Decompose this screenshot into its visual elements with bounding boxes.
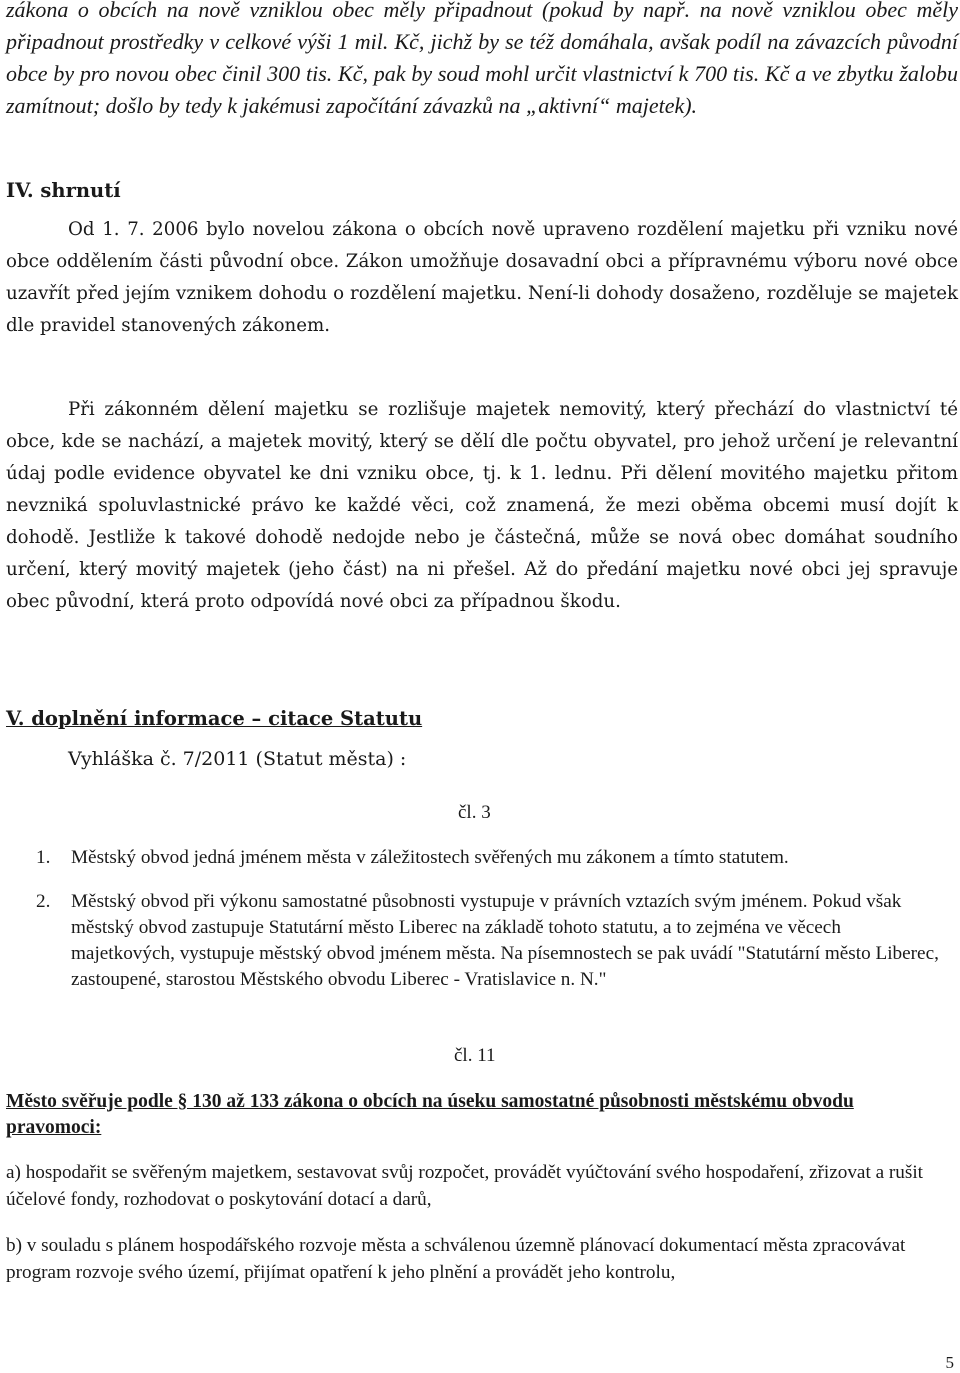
powers-item-a: a) hospodařit se svěřeným majetkem, sestavovat svůj rozpočet, provádět vyúčtování svého hospodaření, zřizovat a rušit účelové fondy, rozhodovat o poskytování dotací a darů, — [6, 1162, 923, 1210]
intro-paragraph: zákona o obcích na nově vzniklou obec měly připadnout (pokud by např. na nově vzniklou obec měly připadnout prostředky v celkové výši 1 mil. Kč, jichž by se též domáhala, avšak podíl na závazcích původní obce by pro novou obec činil 300 tis. Kč, pak by soud mohl určit vlastnictví k 700 tis. Kč a ve zbytku žalobu zamítnout; došlo by tedy k jakémusi započítání závazků na „aktivní“ majetek). — [6, 0, 958, 118]
list-item — [36, 889, 948, 993]
page-number: 5 — [945, 1353, 954, 1372]
summary-paragraph-2: Při zákonném dělení majetku se rozlišuje majetek nemovitý, který přechází do vlastnictví té obce, kde se nachází, a majetek movitý, který se dělí dle počtu obyvatel, pro jehož určení je relevantní údaj podle evidence obyvatel ke dni vzniku obce, tj. k 1. lednu. Při dělení movitého majetku přitom nevzniká spoluvlastnické právo ke každé věci, což znamená, že mezi oběma obcemi musí dojít k dohodě. Jestliže k takové dohodě nedojde nebo je částečná, může se nová obec domáhat soudního určení, který movitý majetek (jeho část) na ni přešel. Až do předání majetku nové obci jej spravuje obec původní, která proto odpovídá nové obci za případnou škodu. — [6, 399, 958, 612]
list-item-number: 2. — [36, 891, 51, 912]
article-3-label: čl. 3 — [458, 802, 491, 823]
summary-paragraph-1: Od 1. 7. 2006 bylo novelou zákona o obcích nově upraveno rozdělení majetku při vzniku nové obce oddělením části původní obce. Zákon umožňuje dosavadní obci a přípravnému výboru nové obce uzavřít před jejím vznikem dohodu o rozdělení majetku. Není-li dohody dosaženo, rozděluje se majetek dle pravidel stanovených zákonem. — [6, 219, 958, 336]
list-item — [36, 845, 948, 871]
article-11-heading: Město svěřuje podle § 130 až 133 zákona o obcích na úseku samostatné působnosti městskému obvodu pravomoci: — [6, 1091, 854, 1138]
list-item-text: Městský obvod jedná jménem města v záležitostech svěřených mu zákonem a tímto statutem. — [71, 847, 789, 868]
powers-item-b: b) v souladu s plánem hospodářského rozvoje města a schválenou územně plánovací dokumentací města zpracovávat program rozvoje svého území, přijímat opatření k jeho plnění a provádět jeho kontrolu, — [6, 1235, 906, 1283]
list-item-number: 1. — [36, 847, 51, 868]
section-iv-heading: IV. shrnutí — [6, 179, 121, 202]
article-11-label: čl. 11 — [454, 1045, 496, 1066]
list-item-text: Městský obvod při výkonu samostatné působnosti vystupuje v právních vztazích svým jménem. Pokud však městský obvod zastupuje Statutární město Liberec na základě tohoto statutu, a to zejména ve věcech majetkových, vystupuje městský obvod jménem města. Na písemnostech se pak uvádí "Statutární město Liberec, zastoupené, starostou Městského obvodu Liberec - Vratislavice n. N." — [71, 891, 939, 990]
section-v-heading: V. doplnění informace – citace Statutu — [6, 707, 423, 730]
decree-title: Vyhláška č. 7/2011 (Statut města) : — [68, 748, 407, 770]
